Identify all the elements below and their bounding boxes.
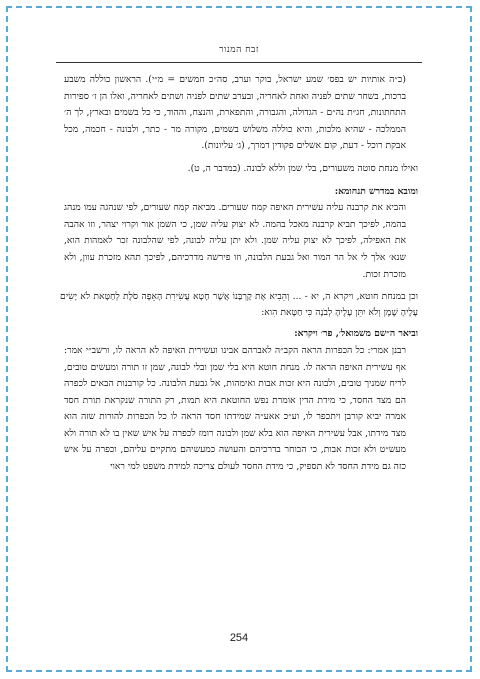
- source-heading-tanchuma: ומובא במדרש תנחומא:: [334, 185, 418, 197]
- page-number: 254: [229, 632, 249, 644]
- paragraph-shem-mishmuel: רבנן אמרי: כל הכפרות הראה הקב״ה לאברהם אבינו ועשירית האיפה לא הראה לו, ורשב״י אמר: אף עשירית האיפה הראה לו. מנחת חוטא היא בלי שמן ובלי לבונה, שמן זו תורה ומעשים טובים, לריח שמניך טובים, ולבונה היא זכות אבות ואימהות, אל גבעת הלבונה. כל קורבנות הבאים לכפרה הם מצד החסד, כי מידת הדין אומרת נפש החוטאת היא תמות, רק התורה שנקראת תורת חסד אמרה יביא קורבן ויתכפר לו, וע״כ אאע״ה שמידתו חסד הראה לו כל הכפרות להורות שזה הוא מצד מידתו, אבל עשירית האיפה הוא בלא שמן ולבונה רומז לכפרה על איש שאין בו לא תורה ולא מעש״ט ולא זכות אבות, כי הבוחר בדרכיהם והעושה כמעשיהם מתקיים עליהם, וכפרה על איש כזה גם מידת החסד לא תספיק, כי מידת החסד לעולם צריכה למידת משפט למי ראוי: [64, 344, 406, 473]
- source-heading-shem-mishmuel: וביאר ה״שם משמואל׳, פר׳ ויקרא:: [294, 328, 418, 340]
- header-divider: [56, 62, 422, 63]
- paragraph-sefirot: (כ״ה אותיות יש בפס׳ שמע ישראל, בוקר וערב, סה״כ חמשים = מ״י). הראשון כוללה משבע ברכות, בשחר שתים לפניה ואחת לאחריה, ובערב שתים לפניה ושתים לאחריה, ואלו הן ז׳ ספירות התחתונות, חג״ת נה״ם - הגדולה, והגבורה, והתפארת, והנצח, וההוד, כי כל בשמים ובארץ, לך ה׳ הממלכה - שהיא מלכות, והיא כוללה משלוש בשמים, מקורה מר - כתר, ולבונה - חכמה, מכל אבקת רוכל - דעת, קום אשלים פקודין דמרך, (ג׳ עליונות).: [64, 74, 406, 152]
- book-page: [56, 10, 422, 665]
- paragraph-tanchuma: והביא את קרבנה עליה עשירית האיפה קמח שעורים. מביאה קמח שעורים, לפי שנהגה עמו מנהג בהמה, לפיכך תביא קרבנה מאכל בהמה. לא יצוק עליה שמן, כי השמן אור וקרוי יצהר, וזו אהבה את האפילה, לפיכך לא יצוק עליה שמן. ולא יתן עליה לבונה, לפי שהלבונה זכר לאמהות הוא, שנא׳ אלך לי אל הר המור ואל גבעת הלבונה, וזו פירשה מדרכיהם, לפיכך תהא מזכרת עוון, ולא מזכרת זכות.: [64, 202, 406, 280]
- running-header: זבח המנור: [219, 45, 259, 55]
- paragraph-sotah: ואילו מנחת סוטה משעורים, בלי שמן וללא לבונה. (במדבר ה, ט).: [187, 162, 418, 174]
- paragraph-minchat-chote: וכן במנחת חוטא, ויקרא ה, יא - ... וְהֵבִיא אֶת קָרְבָּנוֹ אֲשֶׁר חָטָא עֲשִׂירִת הָאֵפָה סֹלֶת לְחַטָּאת לֹא יָשִׂים עָלֶיהָ שֶׁמֶן וְלֹא יִתֵּן עָלֶיהָ לְבֹנָה כִּי חַטָּאת הִוא:: [60, 291, 418, 318]
- page-body: [60, 72, 418, 476]
